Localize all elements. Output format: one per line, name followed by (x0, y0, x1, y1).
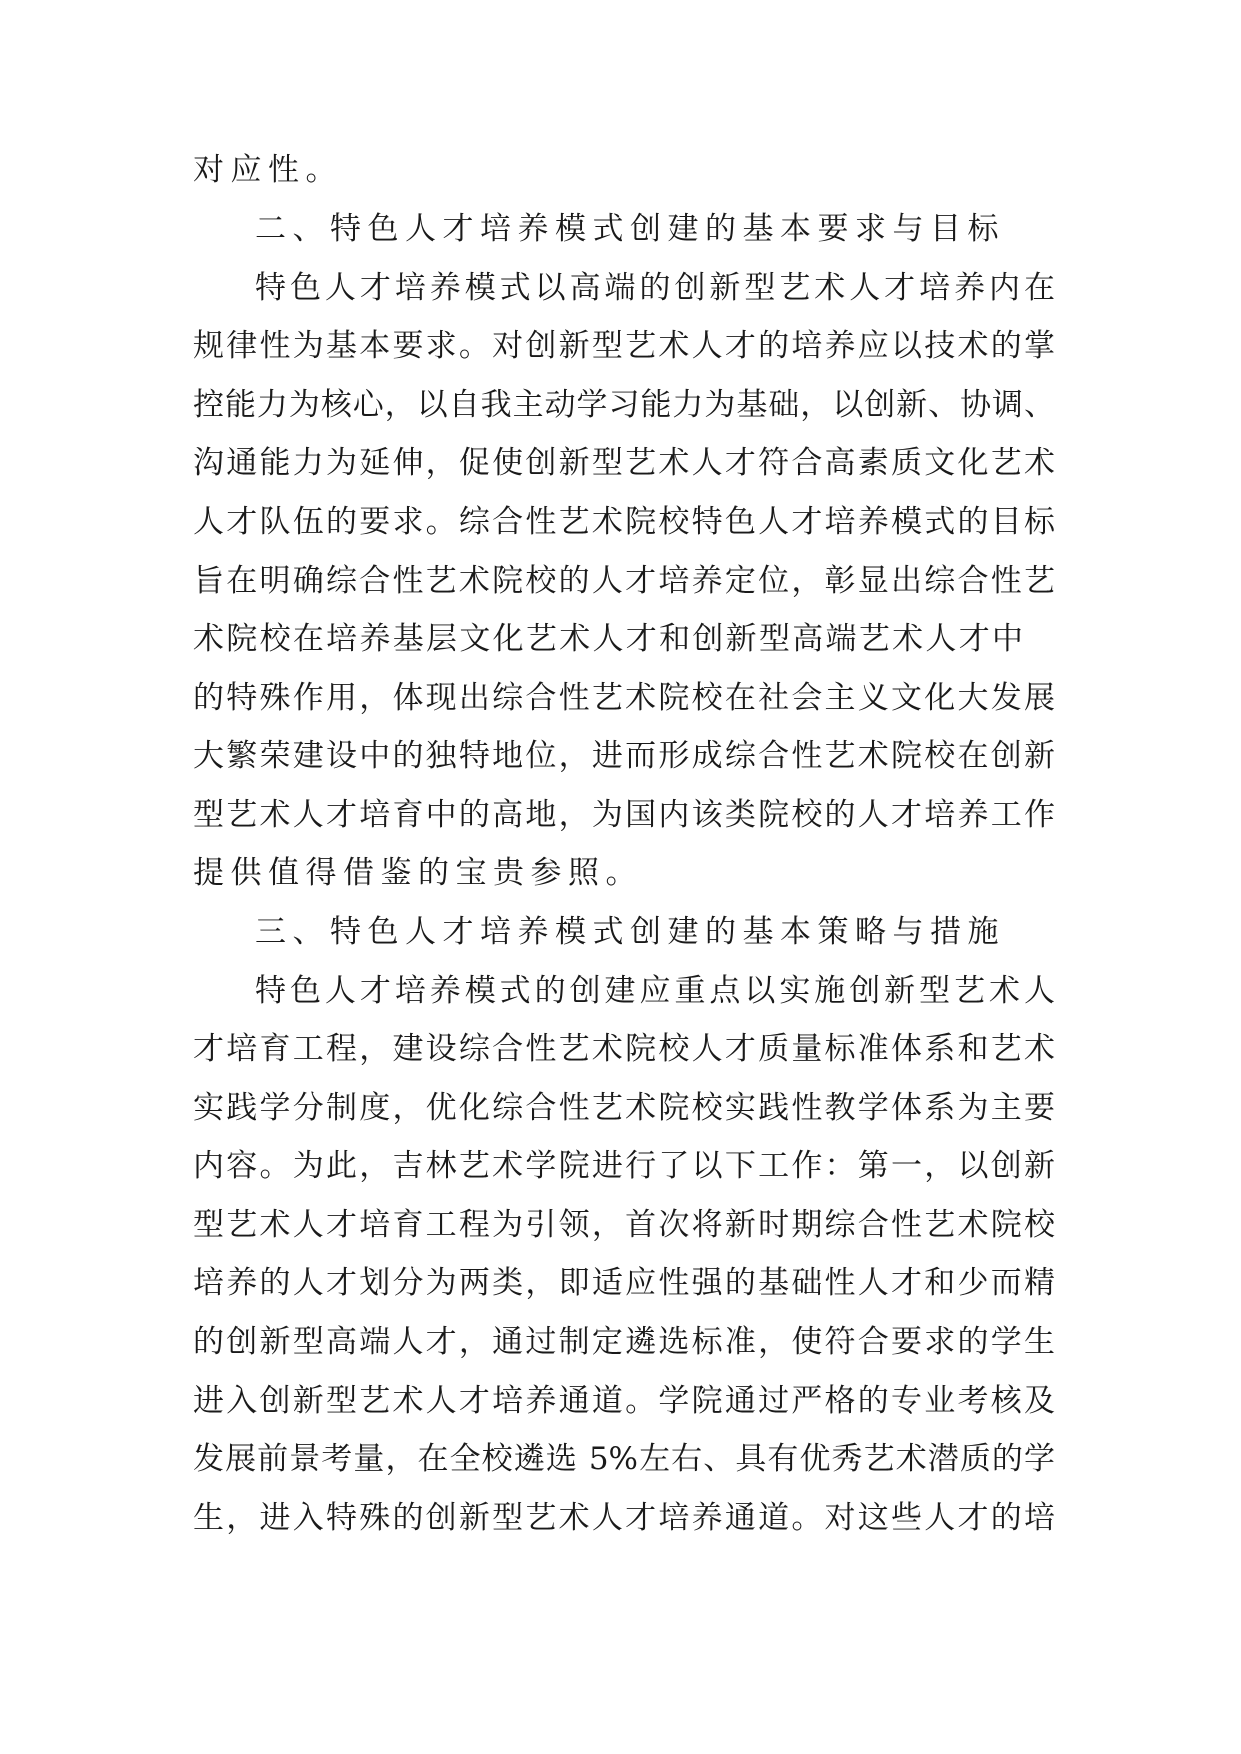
paragraph-line: 的创新型高端人才，通过制定遴选标准，使符合要求的学生 (193, 1324, 1055, 1360)
paragraph-line: 对应性。 (193, 152, 343, 188)
paragraph-line: 内容。为此，吉林艺术学院进行了以下工作：第一，以创新 (193, 1148, 1055, 1184)
paragraph-line: 进入创新型艺术人才培养通道。学院通过严格的专业考核及 (193, 1383, 1055, 1419)
paragraph-line: 术院校在培养基层文化艺术人才和创新型高端艺术人才中 (193, 621, 1023, 657)
paragraph-line: 生，进入特殊的创新型艺术人才培养通道。对这些人才的培 (193, 1500, 1055, 1536)
paragraph-line: 型艺术人才培育工程为引领，首次将新时期综合性艺术院校 (193, 1207, 1055, 1243)
section-heading-3: 三、特色人才培养模式创建的基本策略与措施 (255, 914, 1005, 950)
paragraph-line: 才培育工程，建设综合性艺术院校人才质量标准体系和艺术 (193, 1031, 1055, 1067)
paragraph-line: 规律性为基本要求。对创新型艺术人才的培养应以技术的掌 (193, 328, 1055, 364)
paragraph-line: 型艺术人才培育中的高地，为国内该类院校的人才培养工作 (193, 797, 1055, 833)
paragraph-line: 的特殊作用，体现出综合性艺术院校在社会主义文化大发展 (193, 680, 1055, 716)
paragraph-line: 发展前景考量，在全校遴选 5%左右、具有优秀艺术潜质的学 (193, 1441, 1055, 1477)
paragraph-line: 旨在明确综合性艺术院校的人才培养定位，彰显出综合性艺 (193, 563, 1055, 599)
paragraph-line: 特色人才培养模式以高端的创新型艺术人才培养内在 (255, 270, 1055, 306)
paragraph-line: 控能力为核心，以自我主动学习能力为基础，以创新、协调、 (193, 387, 1055, 423)
paragraph-line: 培养的人才划分为两类，即适应性强的基础性人才和少而精 (193, 1265, 1055, 1301)
paragraph-line: 实践学分制度，优化综合性艺术院校实践性教学体系为主要 (193, 1090, 1055, 1126)
section-heading-2: 二、特色人才培养模式创建的基本要求与目标 (255, 211, 1005, 247)
paragraph-line: 沟通能力为延伸，促使创新型艺术人才符合高素质文化艺术 (193, 445, 1055, 481)
paragraph-line: 特色人才培养模式的创建应重点以实施创新型艺术人 (255, 973, 1055, 1009)
paragraph-line: 大繁荣建设中的独特地位，进而形成综合性艺术院校在创新 (193, 738, 1055, 774)
paragraph-line: 人才队伍的要求。综合性艺术院校特色人才培养模式的目标 (193, 504, 1055, 540)
paragraph-line: 提供值得借鉴的宝贵参照。 (193, 855, 643, 891)
